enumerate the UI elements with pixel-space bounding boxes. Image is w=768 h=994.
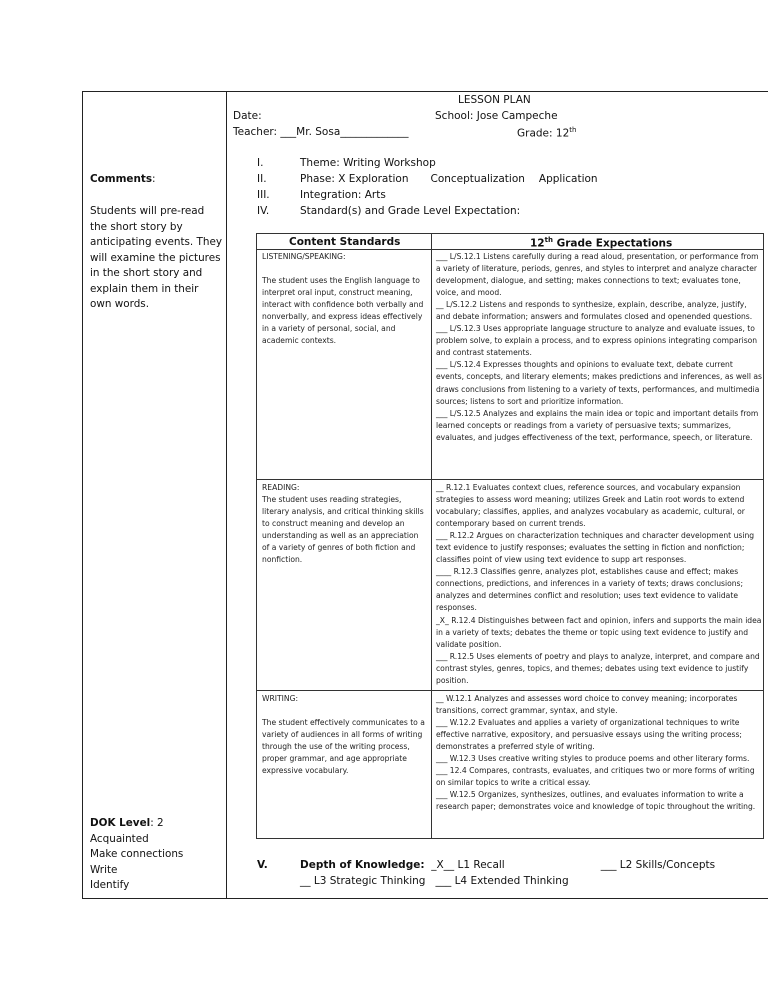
expectation-item: ___ L/S.12.3 Uses appropriate language structure to analyze and evaluate issues, to problem solve, to explain a process, and to express opinions integrating comparison and contrast statements.	[436, 324, 758, 358]
outline-item-integration	[257, 187, 386, 203]
date-label: Date:	[233, 110, 262, 122]
outline-item-phase	[257, 171, 598, 187]
grade-label: Grade: 12	[517, 127, 570, 140]
dok-section-label: Depth of Knowledge:	[300, 859, 425, 871]
standard-listening-speaking	[262, 251, 428, 347]
outline-number: III.	[257, 189, 270, 201]
expectations-listening-speaking	[436, 251, 762, 444]
expectation-item: __ R.12.1 Evaluates context clues, reference sources, and vocabulary expansion strategies to assess word meaning; utilizes Greek and Latin root words to extend vocabulary; classifies, applies, and analyzes vocabulary as academic, cultural, or contemporary based on current trends.	[436, 483, 745, 529]
teacher-name: Teacher: ___Mr. Sosa_____________	[233, 126, 409, 138]
standards-table	[256, 233, 764, 839]
dok-row-1	[257, 857, 715, 873]
phase-application: Application	[538, 173, 598, 185]
dok-level-label: DOK Level	[90, 817, 151, 829]
comments-label	[90, 172, 222, 188]
expectation-item: ___ R.12.5 Uses elements of poetry and plays to analyze, interpret, and compare and contrast styles, genres, topics, and themes; debates using text evidence to justify position.	[436, 651, 760, 685]
dok-l4: ___ L4 Extended Thinking	[435, 875, 569, 887]
phase-conceptualization: Conceptualization	[430, 173, 525, 185]
standard-reading	[262, 482, 428, 566]
outline-text: Integration: Arts	[300, 189, 386, 201]
standard-writing	[262, 693, 428, 777]
expectation-item: ___ L/S.12.4 Expresses thoughts and opinions to evaluate text, debate current events, concepts, and literary elements; makes predictions and inferences, as well as draws conclusions from listening to a variety of texts, performances, and multimedia sources; listens to sort and prioritize information.	[436, 360, 762, 406]
expectation-item: __ L/S.12.2 Listens and responds to synthesize, explain, describe, analyze, justify, and debate information; answers and formulates closed and openended questions.	[436, 300, 753, 322]
expectation-item: ___ W.12.5 Organizes, synthesizes, outlines, and evaluates information to write a research paper; demonstrates voice and knowledge of topic throughout the writing.	[436, 790, 756, 812]
outline-number: IV.	[257, 205, 270, 217]
expectations-writing	[436, 693, 762, 813]
expectation-item: ___ L/S.12.1 Listens carefully during a read aloud, presentation, or performance from a variety of literature, periods, genres, and styles to interpret and analyze character development, dialogue, and setting; makes connections to text; evaluates tone, voice, and mood.	[436, 252, 759, 298]
grade-suffix: th	[569, 126, 577, 134]
grade-expectations-title: Grade Expectations	[552, 237, 673, 250]
grade-expectations-header	[530, 236, 672, 250]
expectation-item: ___ 12.4 Compares, contrasts, evaluates, and critiques two or more forms of writing on similar topics to write a critical essay.	[436, 766, 755, 788]
outline-number: I.	[257, 157, 264, 169]
grade-level	[517, 126, 576, 140]
expectation-item: _X_ R.12.4 Distinguishes between fact and opinion, infers and supports the main idea in a variety of texts; debates the theme or topic using text evidence to justify and validate position.	[436, 615, 762, 649]
dok-level-line	[90, 816, 222, 832]
section-number: V.	[257, 859, 268, 871]
expectation-item: ___ R.12.2 Argues on characterization techniques and character development using text evidence to justify responses; evaluates the setting in fiction and nonfiction; classifies point of view using text evidence to supp art responses.	[436, 531, 755, 565]
expectation-item: ___ L/S.12.5 Analyzes and explains the main idea or topic and important details from learned concepts or readings from a variety of persuasive texts; summarizes, evaluates, and judges effectiveness of the text, performance, speech, or literature.	[436, 408, 759, 442]
outline-item-theme	[257, 155, 436, 171]
comments-text: Students will pre-read the short story by anticipating events. They will examine the pictures in the short story and explain them in their own words.	[90, 205, 223, 310]
dok-l1: _X__ L1 Recall	[431, 859, 505, 871]
grade-expectations-suffix: th	[544, 236, 553, 244]
grade-expectations-number: 12	[530, 237, 545, 250]
dok-item: Identify	[90, 879, 130, 891]
dok-item: Write	[90, 863, 118, 876]
dok-l2: ___ L2 Skills/Concepts	[600, 859, 716, 871]
comments-label-text: Comments	[90, 173, 153, 185]
expectation-item: ___ W.12.3 Uses creative writing styles to produce poems and other literary forms.	[436, 754, 750, 764]
dok-item: Acquainted	[90, 832, 149, 845]
dok-level-block	[90, 816, 222, 894]
outline-text: Theme: Writing Workshop	[300, 157, 436, 169]
dok-l3: __ L3 Strategic Thinking	[300, 875, 426, 887]
outline-number: II.	[257, 173, 267, 185]
dok-level-value: : 2	[150, 817, 164, 829]
expectation-item: ____ R.12.3 Classifies genre, analyzes plot, establishes cause and effect; makes connections, predictions, and inferences in a variety of texts; draws conclusions; analyzes and determines conflict and resolution; uses text evidence to validate responses.	[436, 567, 744, 613]
depth-of-knowledge-section	[257, 857, 715, 889]
expectation-item: __ W.12.1 Analyzes and assesses word choice to convey meaning; incorporates transitions, correct grammar, syntax, and style.	[436, 694, 738, 716]
standard-description: The student effectively communicates to a variety of audiences in all forms of writing through the use of the writing process, proper grammar, and age appropriate expressive vocabulary.	[262, 718, 425, 776]
outline-text: Phase: X Exploration	[300, 173, 409, 185]
dok-row-2	[257, 873, 715, 889]
school-name: School: Jose Campeche	[435, 110, 558, 122]
standard-title: READING:	[262, 483, 300, 492]
standard-title: LISTENING/SPEAKING:	[262, 252, 346, 261]
expectations-reading	[436, 482, 762, 687]
standard-title: WRITING:	[262, 694, 299, 703]
expectation-item: ___ W.12.2 Evaluates and applies a variety of organizational techniques to write effective narrative, expository, and persuasive essays using the writing process; demonstrates a preferred style of writing.	[436, 718, 742, 752]
content-standards-header: Content Standards	[289, 236, 401, 248]
comments-colon: :	[152, 173, 156, 185]
page-title: LESSON PLAN	[458, 94, 531, 106]
outline-text: Standard(s) and Grade Level Expectation:	[300, 205, 521, 217]
outline-item-standards	[257, 203, 520, 219]
dok-item: Make connections	[90, 848, 184, 860]
standard-description: The student uses the English language to interpret oral input, construct meaning, interact with confidence both verbally and nonverbally, and express ideas effectively in a variety of personal, social, and academic contexts.	[262, 276, 424, 346]
standard-description: The student uses reading strategies, literary analysis, and critical thinking skills to construct meaning and develop an understanding as well as an appreciation of a variety of genres of both fiction and nonfiction.	[262, 495, 424, 565]
column-divider	[226, 91, 227, 899]
